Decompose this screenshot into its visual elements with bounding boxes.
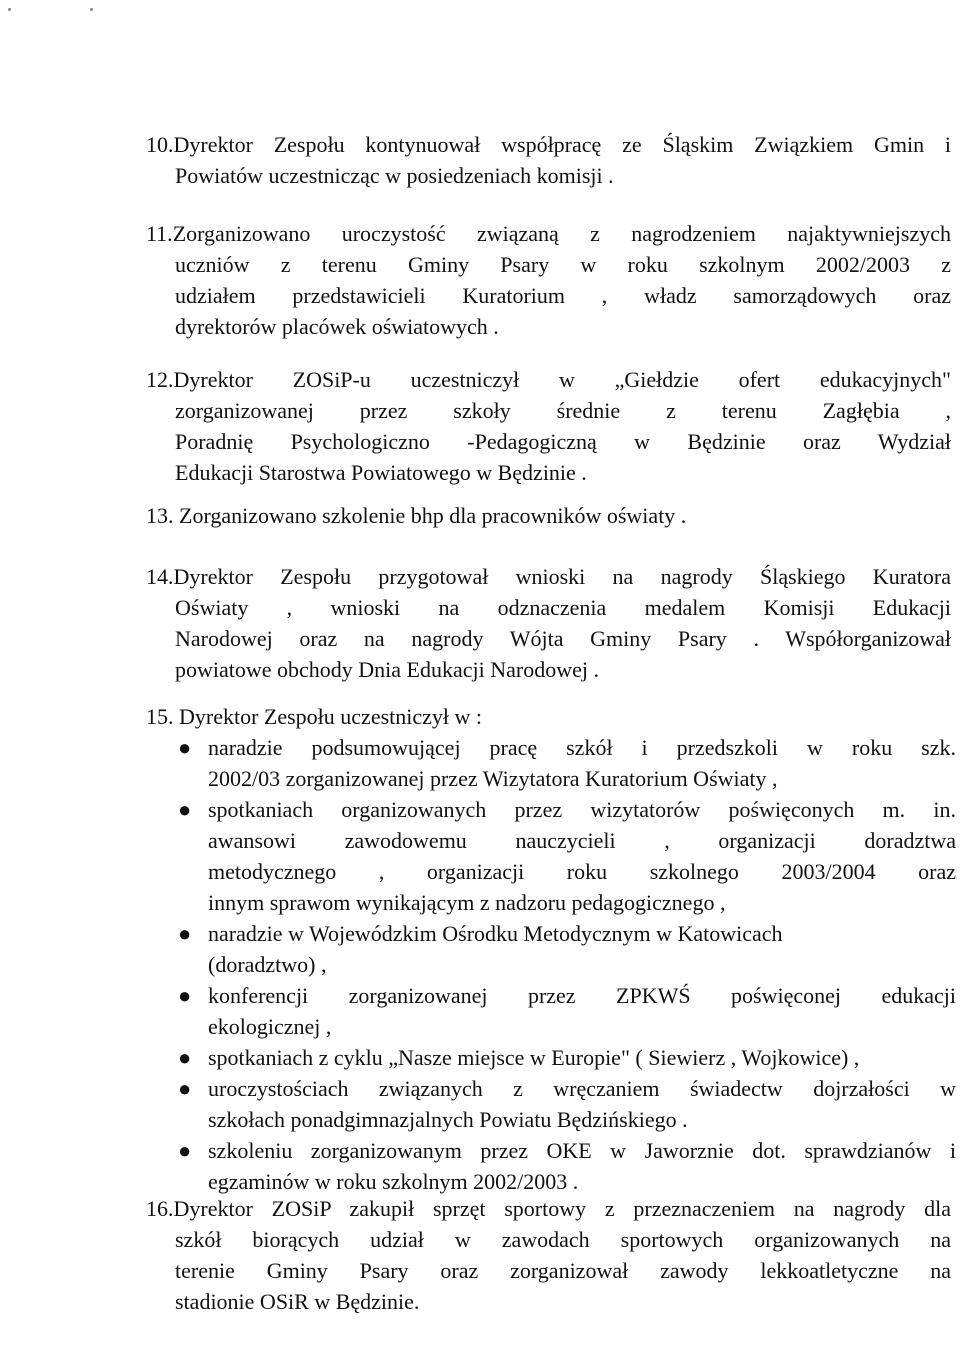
bullet-item: [178, 732, 956, 794]
scan-speck: [90, 8, 93, 11]
bullet-line: (doradztwo) ,: [208, 952, 327, 977]
item-text: Zorganizowano uroczystość związaną z nagrodzeniem najaktywniejszych: [172, 221, 951, 246]
item-text: Zorganizowano szkolenie bhp dla pracowników oświaty .: [173, 503, 687, 528]
bullet-line: metodycznego , organizacji roku szkolnego 2003/2004 oraz: [208, 859, 956, 884]
item-line: Poradnię Psychologiczno -Pedagogiczną w Będzinie oraz Wydział: [175, 429, 951, 454]
item-text: Dyrektor Zespołu kontynuował współpracę ze Śląskim Związkiem Gmin i: [173, 132, 951, 157]
item-number: 16.: [146, 1196, 174, 1221]
bullet-item: [178, 1042, 956, 1073]
list-item-12: [146, 364, 951, 488]
item-number: 12.: [146, 367, 174, 392]
item-number: 13.: [146, 503, 174, 528]
item-text: Dyrektor ZOSiP-u uczestniczył w „Giełdzie ofert edukacyjnych": [173, 367, 951, 392]
item-line: [146, 701, 951, 732]
bullet-icon: ●: [178, 1138, 192, 1163]
bullet-item: [178, 1135, 956, 1197]
item-line: [146, 129, 951, 160]
bullet-icon: ●: [178, 797, 192, 822]
bullet-line: naradzie podsumowującej pracę szkół i przedszkoli w roku szk.: [208, 735, 956, 760]
scan-speck: [8, 8, 11, 11]
item-text: Dyrektor Zespołu uczestniczył w :: [173, 704, 483, 729]
bullet-item: [178, 918, 956, 980]
bullet-line: uroczystościach związanych z wręczaniem świadectw dojrzałości w: [208, 1076, 956, 1101]
list-item-13: [146, 500, 951, 531]
item-number: 10.: [146, 132, 174, 157]
bullet-line: naradzie w Wojewódzkim Ośrodku Metodycznym w Katowicach: [208, 921, 783, 946]
bullet-line: konferencji zorganizowanej przez ZPKWŚ poświęconej edukacji: [208, 983, 956, 1008]
bullet-item: [178, 980, 956, 1042]
item-text: Dyrektor ZOSiP zakupił sprzęt sportowy z przeznaczeniem na nagrody dla: [173, 1196, 951, 1221]
bullet-line: innym sprawom wynikającym z nadzoru pedagogicznego ,: [208, 890, 726, 915]
bullet-line: spotkaniach z cyklu „Nasze miejsce w Europie" ( Siewierz , Wojkowice) ,: [208, 1045, 860, 1070]
bullet-line: 2002/03 zorganizowanej przez Wizytatora Kuratorium Oświaty ,: [208, 766, 778, 791]
list-item-11: [146, 218, 951, 342]
item-line: stadionie OSiR w Będzinie.: [175, 1289, 420, 1314]
item-line: dyrektorów placówek oświatowych .: [175, 314, 499, 339]
list-item-15: [146, 701, 951, 732]
item-number: 11.: [146, 221, 173, 246]
bullet-icon: ●: [178, 1045, 192, 1070]
item-line: zorganizowanej przez szkoły średnie z terenu Zagłębia ,: [175, 398, 951, 423]
bullet-list: [178, 732, 956, 1197]
bullet-line: egzaminów w roku szkolnym 2002/2003 .: [208, 1169, 579, 1194]
item-line: terenie Gminy Psary oraz zorganizował zawody lekkoatletyczne na: [175, 1258, 951, 1283]
bullet-icon: ●: [178, 735, 192, 760]
item-line: [146, 561, 951, 592]
item-number: 14.: [146, 564, 174, 589]
item-line: [146, 218, 951, 249]
item-line: [146, 500, 951, 531]
bullet-line: spotkaniach organizowanych przez wizytatorów poświęconych m. in.: [208, 797, 956, 822]
item-line: szkół biorących udział w zawodach sportowych organizowanych na: [175, 1227, 951, 1252]
item-line: [146, 364, 951, 395]
list-item-10: [146, 129, 951, 191]
item-line: [146, 1193, 951, 1224]
bullet-line: szkoleniu zorganizowanym przez OKE w Jaworznie dot. sprawdzianów i: [208, 1138, 956, 1163]
item-text: Dyrektor Zespołu przygotował wnioski na nagrody Śląskiego Kuratora: [173, 564, 951, 589]
bullet-icon: ●: [178, 921, 192, 946]
item-line: udziałem przedstawicieli Kuratorium , władz samorządowych oraz: [175, 283, 951, 308]
item-line: Powiatów uczestnicząc w posiedzeniach komisji .: [175, 163, 614, 188]
item-line: Narodowej oraz na nagrody Wójta Gminy Psary . Współorganizował: [175, 626, 951, 651]
bullet-line: szkołach ponadgimnazjalnych Powiatu Będzińskiego .: [208, 1107, 688, 1132]
list-item-16: [146, 1193, 951, 1317]
item-number: 15.: [146, 704, 174, 729]
item-line: Edukacji Starostwa Powiatowego w Będzinie .: [175, 460, 587, 485]
bullet-line: ekologicznej ,: [208, 1014, 332, 1039]
bullet-icon: ●: [178, 1076, 192, 1101]
bullet-item: [178, 794, 956, 918]
bullet-item: [178, 1073, 956, 1135]
item-line: powiatowe obchody Dnia Edukacji Narodowej .: [175, 657, 599, 682]
item-line: uczniów z terenu Gminy Psary w roku szkolnym 2002/2003 z: [175, 252, 951, 277]
bullet-icon: ●: [178, 983, 192, 1008]
bullet-line: awansowi zawodowemu nauczycieli , organizacji doradztwa: [208, 828, 956, 853]
list-item-14: [146, 561, 951, 685]
item-line: Oświaty , wnioski na odznaczenia medalem Komisji Edukacji: [175, 595, 951, 620]
